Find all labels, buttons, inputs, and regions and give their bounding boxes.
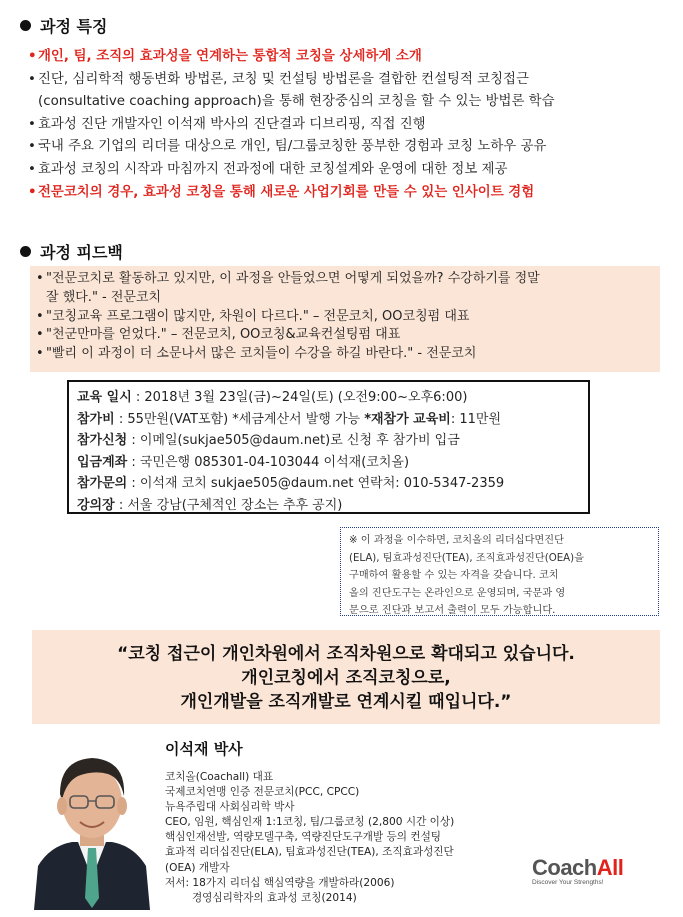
list-item: • 개인, 팀, 조직의 효과성을 연계하는 통합적 코칭을 상세하게 소개 (28, 49, 422, 64)
highlight-quote: “코칭 접근이 개인차원에서 조직차원으로 확대되고 있습니다. 개인코칭에서 조직코칭으로, 개인개발을 조직개발로 연계시킬 때입니다.” (32, 630, 660, 724)
info-account: 입금계좌 : 국민은행 085301-04-103044 이석재(코치올) (77, 454, 410, 470)
list-item: (consultative coaching approach)을 통해 현장중심의 코칭을 할 수 있는 방법론 학습 (38, 94, 555, 110)
feedback-item: • "코칭교육 프로그램이 많지만, 차원이 다르다." – 전문코치, OO코칭펌 대표 (36, 308, 470, 324)
features-list (28, 46, 668, 204)
course-info-box (67, 380, 590, 514)
info-venue: 강의장 : 서울 강남(구체적인 장소는 추후 공지) (77, 497, 343, 513)
profile-photo (28, 738, 156, 910)
feedback-heading (20, 240, 123, 263)
info-apply: 참가신청 : 이메일(sukjae505@daum.net)로 신청 후 참가비 입금 (77, 433, 460, 448)
profile-name: 이석재 박사 (165, 740, 243, 758)
list-item: • 진단, 심리학적 행동변화 방법론, 코칭 및 컨설팅 방법론을 결합한 컨설팅적 코칭접근 (28, 71, 529, 87)
features-heading (20, 14, 107, 37)
features-title: 과정 특징 (40, 17, 108, 36)
bullet-dot-icon (20, 246, 31, 257)
info-contact: 참가문의 : 이석재 코치 sukjae505@daum.net 연락처: 010-5347-2359 (77, 476, 505, 491)
profile-bio: 코치올(Coachall) 대표 국제코치연맹 인증 전문코치(PCC, CPCC) 뉴욕주립대 사회심리학 박사 CEO, 임원, 핵심인재 1:1코칭, 팀/그룹코칭 (2,800 시간 이상) 핵심인재선발, 역량모델구축, 역량진단도구개발 등의 컨설팅 효과적 리더십진단(ELA), 팀효과성진단(TEA), 조직효과성진단 (OEA) 개발자 저서: 18가지 리더십 핵심역량을 개발하라(2006) 경영심리학자의 효과성 코칭(2014) (165, 771, 455, 904)
feedback-item: • "천군만마를 얻었다." – 전문코치, OO코칭&교육컨설팅펌 대표 (36, 327, 401, 343)
info-fee: 참가비 : 55만원(VAT포함) *세금계산서 발행 가능 *재참가 교육비: 11만원 (77, 411, 502, 427)
feedback-item: 잘 했다." - 전문코치 (46, 289, 162, 305)
list-item: • 효과성 코칭의 시작과 마침까지 전과정에 대한 코칭설계와 운영에 대한 정보 제공 (28, 161, 508, 177)
feedback-item: • "빨리 이 과정이 더 소문나서 많은 코치들이 수강을 하길 바란다." - 전문코치 (36, 346, 477, 362)
info-date: 교육 일시 : 2018년 3월 23일(금)~24일(토) (오전9:00~오후6:00) (77, 390, 468, 405)
list-item: • 전문코치의 경우, 효과성 코칭을 통해 새로운 사업기회를 만들 수 있는 인사이트 경험 (28, 184, 535, 200)
coachall-logo: CoachAll Discover Your Strengths! (532, 855, 624, 886)
list-item: • 효과성 진단 개발자인 이석재 박사의 진단결과 디브리핑, 직접 진행 (28, 116, 426, 132)
feedback-item: • "전문코치로 활동하고 있지만, 이 과정을 안들었으면 어떻게 되었을까? 수강하기를 정말 (36, 271, 540, 286)
bullet-dot-icon (20, 20, 31, 31)
list-item: • 국내 주요 기업의 리더를 대상으로 개인, 팀/그룹코칭한 풍부한 경험과 코칭 노하우 공유 (28, 139, 547, 155)
feedback-panel (30, 266, 660, 372)
certification-note: ※ 이 과정을 이수하면, 코치올의 리더십다면진단 (ELA), 팀효과성진단(TEA), 조직효과성진단(OEA)을 구매하여 활용할 수 있는 자격을 갖습니다. 코치 올의 진단도구는 온라인으로 운영되며, 국문과 영 문으로 진단과 보고서 출력이 모두 가능합니다. (340, 527, 659, 616)
feedback-title: 과정 피드백 (40, 243, 123, 262)
